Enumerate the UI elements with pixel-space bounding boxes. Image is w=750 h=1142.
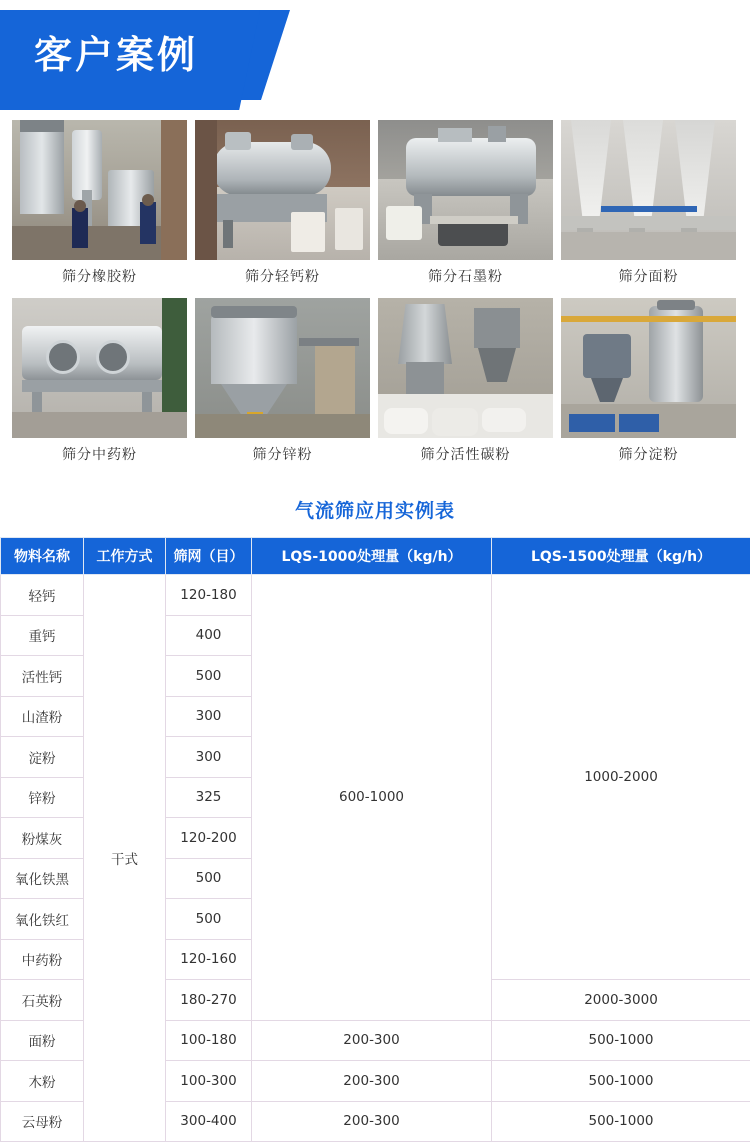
cell-capacity-1500: 500-1000 (492, 1101, 750, 1142)
gallery-item[interactable] (12, 120, 187, 288)
cell-material: 粉煤灰 (1, 818, 84, 859)
header-mesh: 筛网（目） (166, 538, 252, 575)
cell-method: 干式 (84, 575, 166, 1142)
cell-material: 氧化铁红 (1, 899, 84, 940)
cell-mesh: 100-180 (166, 1020, 252, 1061)
case-caption: 筛分橡胶粉 (12, 260, 187, 288)
cell-capacity-1000-group: 600-1000 (252, 575, 492, 1021)
gallery-item[interactable] (378, 298, 553, 466)
header-capacity-1000: LQS-1000处理量（kg/h） (252, 538, 492, 575)
cell-mesh: 120-180 (166, 575, 252, 616)
cell-capacity-1000: 200-300 (252, 1061, 492, 1102)
case-photo-mixer-machine[interactable] (195, 120, 370, 260)
case-photo-cyclone-plant[interactable] (12, 120, 187, 260)
gallery-item[interactable] (561, 120, 736, 288)
cell-mesh: 120-160 (166, 939, 252, 980)
case-caption: 筛分淀粉 (561, 438, 736, 466)
cell-mesh: 325 (166, 777, 252, 818)
cell-capacity-1500: 500-1000 (492, 1061, 750, 1102)
cell-capacity-1500: 2000-3000 (492, 980, 750, 1021)
case-photo-tank-workshop[interactable] (195, 298, 370, 438)
cell-material: 山渣粉 (1, 696, 84, 737)
header-capacity-1500: LQS-1500处理量（kg/h） (492, 538, 750, 575)
cell-capacity-1000: 200-300 (252, 1020, 492, 1061)
cell-mesh: 180-270 (166, 980, 252, 1021)
cell-material: 云母粉 (1, 1101, 84, 1142)
gallery-item[interactable] (12, 298, 187, 466)
cell-mesh: 120-200 (166, 818, 252, 859)
case-photo-horizontal-tank[interactable] (378, 120, 553, 260)
case-gallery (12, 120, 738, 466)
cell-mesh: 500 (166, 656, 252, 697)
cell-mesh: 500 (166, 899, 252, 940)
cell-capacity-1500-group: 1000-2000 (492, 575, 750, 980)
case-photo-white-plant[interactable] (561, 120, 736, 260)
gallery-item[interactable] (195, 120, 370, 288)
case-caption: 筛分石墨粉 (378, 260, 553, 288)
page-banner (0, 0, 750, 120)
case-caption: 筛分中药粉 (12, 438, 187, 466)
cell-mesh: 300 (166, 737, 252, 778)
header-material: 物料名称 (1, 538, 84, 575)
cell-mesh: 100-300 (166, 1061, 252, 1102)
gallery-item[interactable] (195, 298, 370, 466)
cell-material: 轻钙 (1, 575, 84, 616)
case-photo-blue-tank-plant[interactable] (561, 298, 736, 438)
cell-capacity-1000: 200-300 (252, 1101, 492, 1142)
cell-material: 淀粉 (1, 737, 84, 778)
cell-material: 木粉 (1, 1061, 84, 1102)
table-row (1, 575, 750, 616)
cell-capacity-1500: 500-1000 (492, 1020, 750, 1061)
cell-mesh: 300 (166, 696, 252, 737)
cell-material: 面粉 (1, 1020, 84, 1061)
header-method: 工作方式 (84, 538, 166, 575)
cell-material: 重钙 (1, 615, 84, 656)
cell-mesh: 300-400 (166, 1101, 252, 1142)
case-caption: 筛分锌粉 (195, 438, 370, 466)
table-title: 气流筛应用实例表 (0, 496, 750, 523)
gallery-item[interactable] (561, 298, 736, 466)
cell-material: 中药粉 (1, 939, 84, 980)
case-caption: 筛分活性碳粉 (378, 438, 553, 466)
cell-material: 石英粉 (1, 980, 84, 1021)
table-header-row (1, 538, 750, 575)
case-caption: 筛分轻钙粉 (195, 260, 370, 288)
case-photo-lab-sieve[interactable] (12, 298, 187, 438)
cell-material: 活性钙 (1, 656, 84, 697)
application-table (0, 537, 750, 1142)
cell-material: 锌粉 (1, 777, 84, 818)
cell-material: 氧化铁黑 (1, 858, 84, 899)
case-photo-grinder-bags[interactable] (378, 298, 553, 438)
cell-mesh: 400 (166, 615, 252, 656)
gallery-item[interactable] (378, 120, 553, 288)
cell-mesh: 500 (166, 858, 252, 899)
page-title: 客户案例 (34, 30, 198, 80)
case-caption: 筛分面粉 (561, 260, 736, 288)
